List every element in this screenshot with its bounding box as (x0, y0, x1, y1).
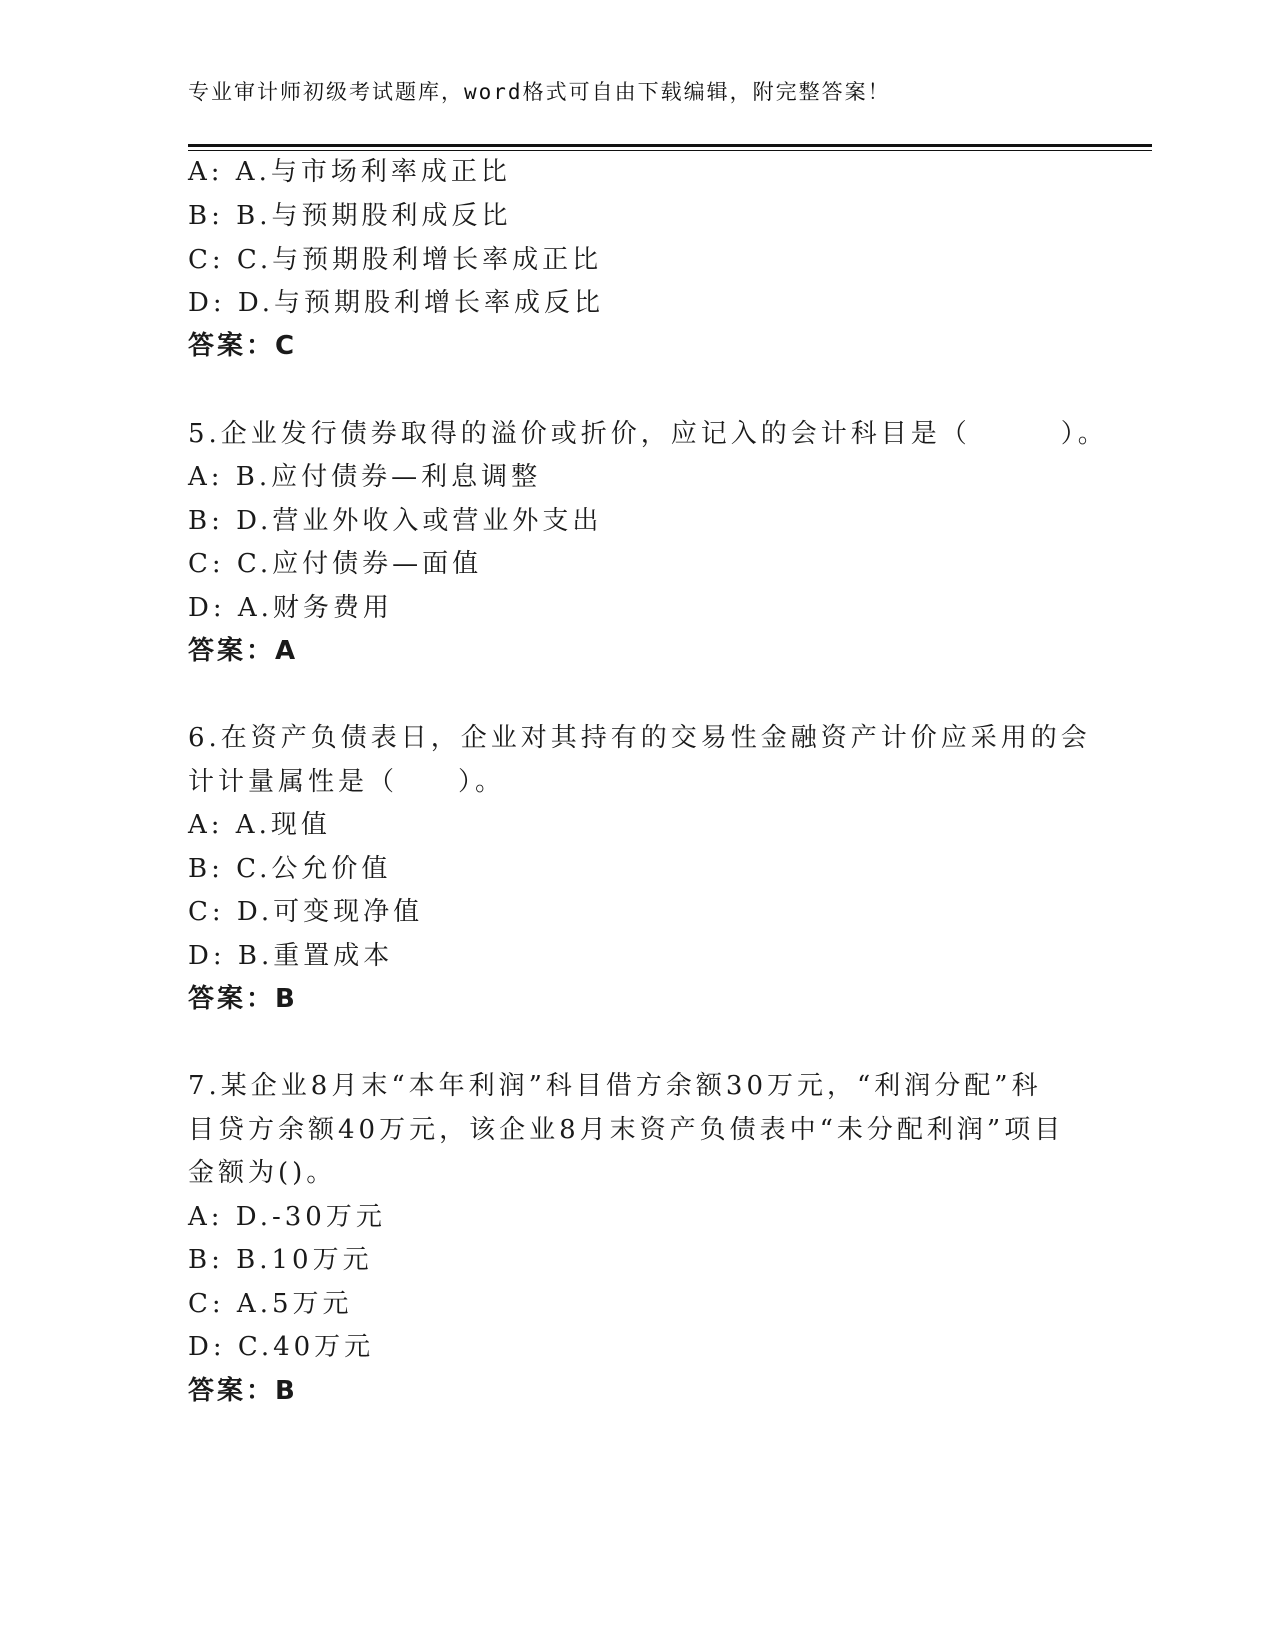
q4-option-d: D: D.与预期股利增长率成反比 (188, 288, 605, 318)
q4-option-a: A: A.与市场利率成正比 (188, 157, 511, 187)
q7-option-a: A: D.-30万元 (188, 1202, 386, 1232)
q5-answer: 答案：A (188, 636, 299, 666)
header-divider-thin (188, 150, 1152, 151)
q6-option-c: C: D.可变现净值 (188, 897, 424, 927)
q4-answer: 答案：C (188, 331, 298, 361)
q6-stem-line-2: 计计量属性是（ ）。 (188, 767, 506, 797)
q6-option-a: A: A.现值 (188, 810, 331, 840)
q4-option-b: B: B.与预期股利成反比 (188, 201, 512, 231)
q7-answer: 答案：B (188, 1376, 298, 1406)
q7-option-b: B: B.10万元 (188, 1245, 373, 1275)
q7-stem-line-3: 金额为()。 (188, 1158, 337, 1188)
page-header: 专业审计师初级考试题库，word格式可自由下载编辑，附完整答案！ (188, 80, 891, 104)
q5-option-c: C: C.应付债券—面值 (188, 549, 483, 579)
q5-option-d: D: A.财务费用 (188, 593, 393, 623)
q5-option-b: B: D.营业外收入或营业外支出 (188, 506, 603, 536)
q4-option-c: C: C.与预期股利增长率成正比 (188, 245, 603, 275)
q7-option-c: C: A.5万元 (188, 1289, 353, 1319)
q6-answer: 答案：B (188, 984, 298, 1014)
q7-stem-line-1: 7.某企业8月末“本年利润”科目借方余额30万元，“利润分配”科 (188, 1071, 1042, 1101)
q6-option-d: D: B.重置成本 (188, 941, 394, 971)
q5-option-a: A: B.应付债券—利息调整 (188, 462, 542, 492)
q5-stem: 5.企业发行债券取得的溢价或折价，应记入的会计科目是（ ）。 (188, 419, 1108, 449)
q6-stem-line-1: 6.在资产负债表日，企业对其持有的交易性金融资产计价应采用的会 (188, 723, 1091, 753)
q7-stem-line-2: 目贷方余额40万元，该企业8月末资产负债表中“未分配利润”项目 (188, 1115, 1065, 1145)
q6-option-b: B: C.公允价值 (188, 854, 392, 884)
q7-option-d: D: C.40万元 (188, 1332, 375, 1362)
header-divider (188, 144, 1152, 147)
